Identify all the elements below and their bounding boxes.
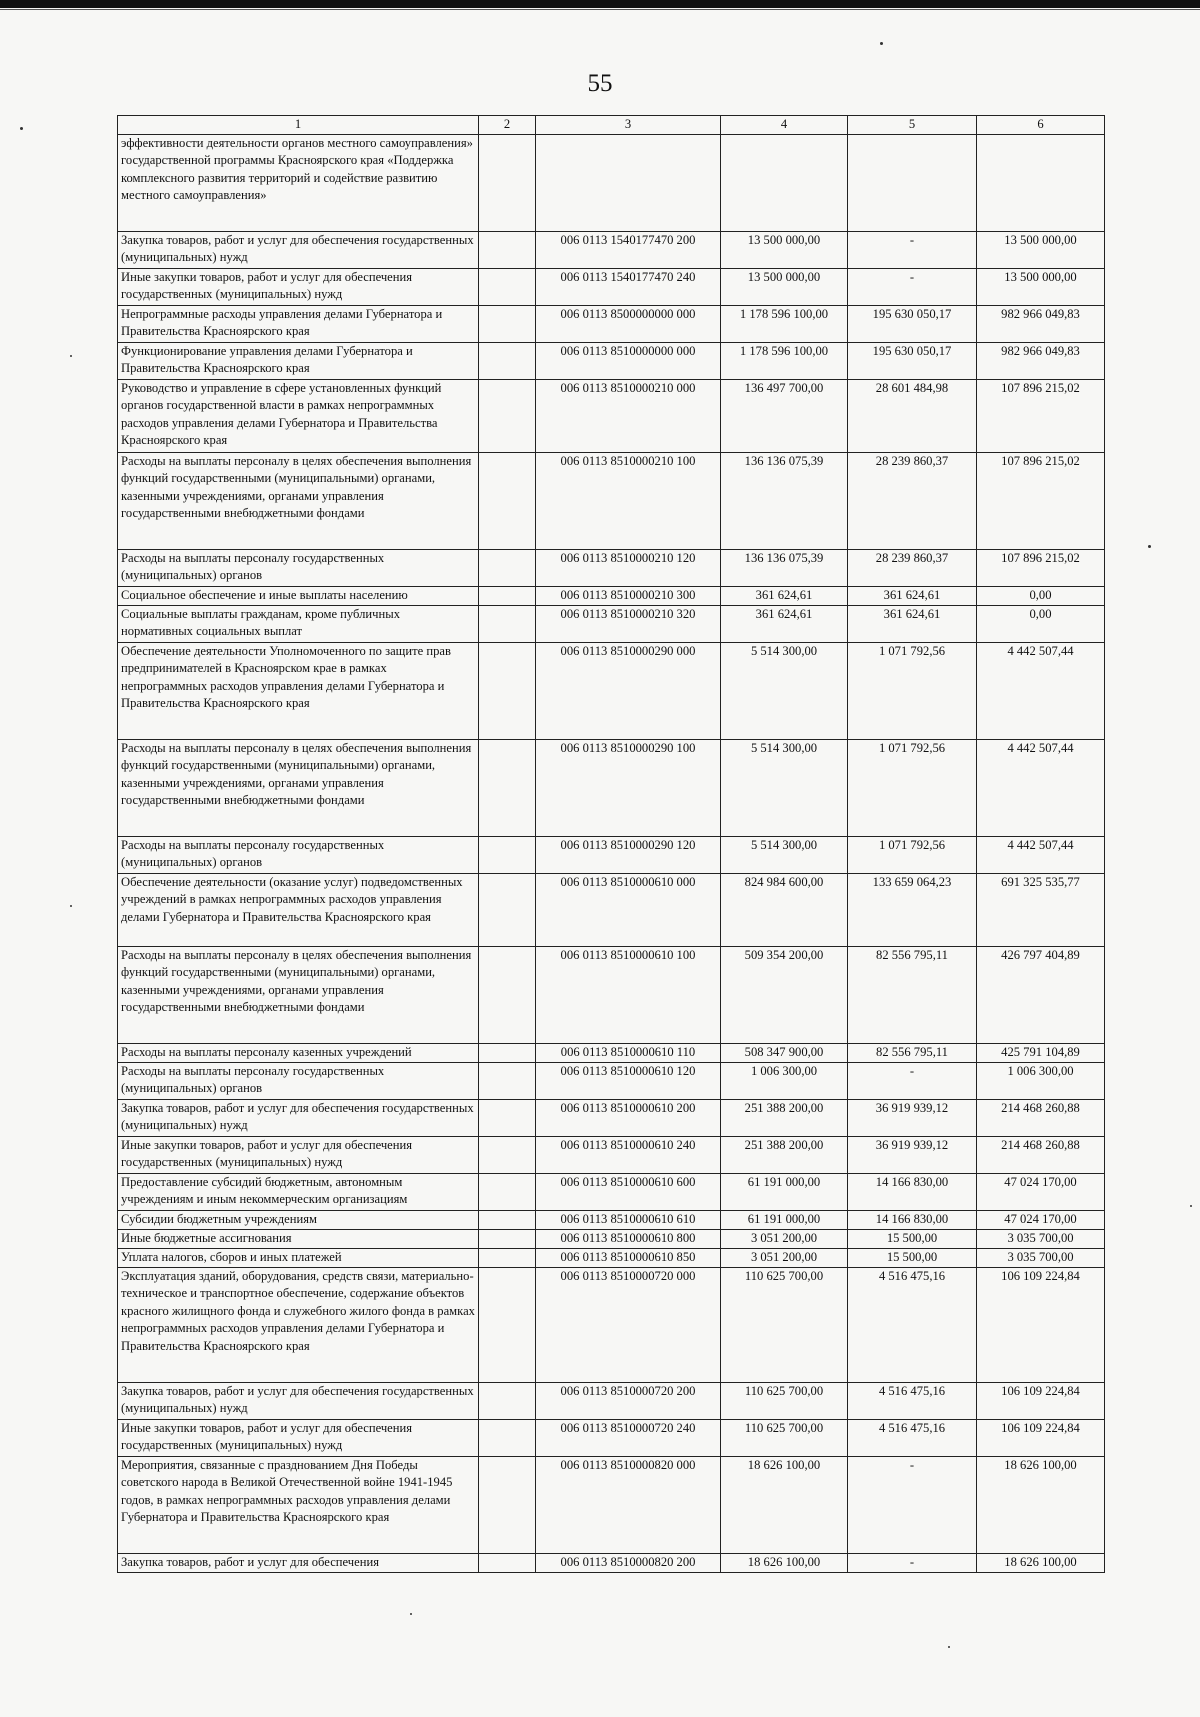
row-exec-cell: 195 630 050,17 (848, 342, 977, 379)
row-rest-cell: 107 896 215,02 (977, 452, 1105, 549)
row-code-cell: 006 0113 8510000290 100 (536, 739, 721, 836)
row-col2-cell (479, 1099, 536, 1136)
table-row (118, 231, 1105, 268)
row-name-cell: Иные бюджетные ассигнования (118, 1229, 479, 1248)
row-plan-cell: 361 624,61 (721, 586, 848, 605)
table-row (118, 1248, 1105, 1267)
row-plan-cell: 13 500 000,00 (721, 268, 848, 305)
row-exec-cell: 4 516 475,16 (848, 1419, 977, 1456)
row-plan-cell: 110 625 700,00 (721, 1267, 848, 1382)
row-exec-cell: - (848, 268, 977, 305)
row-code-cell: 006 0113 8510000610 000 (536, 873, 721, 946)
row-code-cell: 006 0113 8510000290 120 (536, 836, 721, 873)
row-rest-cell: 0,00 (977, 586, 1105, 605)
row-rest-cell: 3 035 700,00 (977, 1229, 1105, 1248)
row-name-cell: Обеспечение деятельности (оказание услуг) подведомственных учреждений в рамках непрограммных расходов управления делами Губернатора и Правительства Красноярского края (118, 873, 479, 946)
row-code-cell: 006 0113 8510000210 000 (536, 379, 721, 452)
row-col2-cell (479, 305, 536, 342)
table-row (118, 605, 1105, 642)
row-name-cell: Непрограммные расходы управления делами Губернатора и Правительства Красноярского края (118, 305, 479, 342)
table-row (118, 1456, 1105, 1553)
row-plan-cell: 61 191 000,00 (721, 1210, 848, 1229)
row-code-cell: 006 0113 8510000610 610 (536, 1210, 721, 1229)
row-code-cell: 006 0113 8510000610 240 (536, 1136, 721, 1173)
row-exec-cell: 14 166 830,00 (848, 1173, 977, 1210)
row-exec-cell: 82 556 795,11 (848, 1043, 977, 1062)
row-exec-cell: 4 516 475,16 (848, 1267, 977, 1382)
scan-speck (70, 905, 72, 907)
row-col2-cell (479, 342, 536, 379)
page-number: 55 (587, 70, 613, 97)
row-rest-cell: 18 626 100,00 (977, 1456, 1105, 1553)
row-name-cell: Расходы на выплаты персоналу государственных (муниципальных) органов (118, 836, 479, 873)
row-rest-cell: 1 006 300,00 (977, 1062, 1105, 1099)
row-code-cell: 006 0113 8510000820 000 (536, 1456, 721, 1553)
row-plan-cell: 136 497 700,00 (721, 379, 848, 452)
row-name-cell: Субсидии бюджетным учреждениям (118, 1210, 479, 1229)
row-col2-cell (479, 1043, 536, 1062)
row-plan-cell: 61 191 000,00 (721, 1173, 848, 1210)
scan-speck (20, 127, 23, 130)
budget-table (117, 115, 1105, 1573)
row-exec-cell: 361 624,61 (848, 586, 977, 605)
row-code-cell: 006 0113 8510000210 300 (536, 586, 721, 605)
row-col2-cell (479, 605, 536, 642)
scan-top-border-thin (0, 9, 1200, 10)
row-rest-cell: 107 896 215,02 (977, 379, 1105, 452)
table-body (118, 134, 1105, 1572)
row-name-cell: Функционирование управления делами Губернатора и Правительства Красноярского края (118, 342, 479, 379)
row-exec-cell: - (848, 231, 977, 268)
row-name-cell: Расходы на выплаты персоналу в целях обеспечения выполнения функций государственными (муниципальными) органами, казенными учреждениями, органами управления государственными внебюджетными фондами (118, 739, 479, 836)
table-row (118, 1229, 1105, 1248)
row-rest-cell: 107 896 215,02 (977, 549, 1105, 586)
scan-speck (410, 1613, 412, 1615)
table-row (118, 305, 1105, 342)
row-rest-cell: 106 109 224,84 (977, 1419, 1105, 1456)
table-row (118, 642, 1105, 739)
table-row (118, 1099, 1105, 1136)
table-row (118, 1210, 1105, 1229)
header-col-6: 6 (977, 116, 1105, 135)
row-col2-cell (479, 134, 536, 231)
row-name-cell: Расходы на выплаты персоналу в целях обеспечения выполнения функций государственными (муниципальными) органами, казенными учреждениями, органами управления государственными внебюджетными фондами (118, 452, 479, 549)
row-exec-cell: 15 500,00 (848, 1248, 977, 1267)
table-row (118, 836, 1105, 873)
row-name-cell: Предоставление субсидий бюджетным, автономным учреждениям и иным некоммерческим организациям (118, 1173, 479, 1210)
row-plan-cell: 1 178 596 100,00 (721, 305, 848, 342)
row-code-cell: 006 0113 8510000720 200 (536, 1382, 721, 1419)
row-rest-cell: 4 442 507,44 (977, 836, 1105, 873)
row-exec-cell: 361 624,61 (848, 605, 977, 642)
scan-speck (1148, 545, 1151, 548)
row-exec-cell: - (848, 1456, 977, 1553)
table-row (118, 268, 1105, 305)
row-plan-cell: 5 514 300,00 (721, 739, 848, 836)
row-exec-cell: 36 919 939,12 (848, 1136, 977, 1173)
row-exec-cell: 1 071 792,56 (848, 642, 977, 739)
row-code-cell: 006 0113 8510000210 100 (536, 452, 721, 549)
table-row (118, 134, 1105, 231)
row-col2-cell (479, 268, 536, 305)
row-code-cell: 006 0113 8510000210 120 (536, 549, 721, 586)
row-col2-cell (479, 1456, 536, 1553)
scan-speck (70, 355, 72, 357)
row-rest-cell: 425 791 104,89 (977, 1043, 1105, 1062)
row-plan-cell: 18 626 100,00 (721, 1553, 848, 1572)
row-rest-cell: 982 966 049,83 (977, 305, 1105, 342)
row-name-cell: Иные закупки товаров, работ и услуг для обеспечения государственных (муниципальных) нужд (118, 1419, 479, 1456)
table-row (118, 739, 1105, 836)
row-rest-cell: 13 500 000,00 (977, 268, 1105, 305)
row-col2-cell (479, 231, 536, 268)
row-exec-cell: 36 919 939,12 (848, 1099, 977, 1136)
row-rest-cell: 982 966 049,83 (977, 342, 1105, 379)
table-row (118, 1173, 1105, 1210)
header-col-3: 3 (536, 116, 721, 135)
row-col2-cell (479, 549, 536, 586)
row-name-cell: Уплата налогов, сборов и иных платежей (118, 1248, 479, 1267)
row-plan-cell: 824 984 600,00 (721, 873, 848, 946)
row-code-cell: 006 0113 8510000610 120 (536, 1062, 721, 1099)
scan-speck (948, 1646, 950, 1648)
scan-top-border (0, 0, 1200, 8)
row-exec-cell: 28 239 860,37 (848, 452, 977, 549)
table-row (118, 1043, 1105, 1062)
row-plan-cell: 1 006 300,00 (721, 1062, 848, 1099)
row-col2-cell (479, 1173, 536, 1210)
row-col2-cell (479, 739, 536, 836)
row-rest-cell: 47 024 170,00 (977, 1210, 1105, 1229)
row-col2-cell (479, 1553, 536, 1572)
row-name-cell: Руководство и управление в сфере установленных функций органов государственной власти в рамках непрограммных расходов управления делами Губернатора и Правительства Красноярского края (118, 379, 479, 452)
row-plan-cell: 5 514 300,00 (721, 836, 848, 873)
scan-speck (880, 42, 883, 45)
table-row (118, 586, 1105, 605)
table-row (118, 1062, 1105, 1099)
table-row (118, 873, 1105, 946)
header-row (118, 116, 1105, 135)
row-plan-cell: 3 051 200,00 (721, 1248, 848, 1267)
row-plan-cell: 251 388 200,00 (721, 1099, 848, 1136)
row-exec-cell: 1 071 792,56 (848, 739, 977, 836)
row-code-cell: 006 0113 8510000000 000 (536, 342, 721, 379)
row-rest-cell: 47 024 170,00 (977, 1173, 1105, 1210)
row-exec-cell: 1 071 792,56 (848, 836, 977, 873)
row-rest-cell: 691 325 535,77 (977, 873, 1105, 946)
row-name-cell: Расходы на выплаты персоналу государственных (муниципальных) органов (118, 549, 479, 586)
row-plan-cell: 136 136 075,39 (721, 549, 848, 586)
row-code-cell: 006 0113 8510000610 200 (536, 1099, 721, 1136)
row-plan-cell: 110 625 700,00 (721, 1419, 848, 1456)
row-name-cell: Расходы на выплаты персоналу государственных (муниципальных) органов (118, 1062, 479, 1099)
row-plan-cell: 508 347 900,00 (721, 1043, 848, 1062)
row-plan-cell: 3 051 200,00 (721, 1229, 848, 1248)
row-code-cell: 006 0113 1540177470 240 (536, 268, 721, 305)
row-plan-cell: 110 625 700,00 (721, 1382, 848, 1419)
row-code-cell: 006 0113 8510000610 800 (536, 1229, 721, 1248)
row-code-cell: 006 0113 8510000610 100 (536, 946, 721, 1043)
row-code-cell: 006 0113 8510000720 000 (536, 1267, 721, 1382)
table-row (118, 1553, 1105, 1572)
row-rest-cell: 13 500 000,00 (977, 231, 1105, 268)
row-name-cell: Закупка товаров, работ и услуг для обеспечения государственных (муниципальных) нужд (118, 231, 479, 268)
row-col2-cell (479, 452, 536, 549)
row-name-cell: Социальные выплаты гражданам, кроме публичных нормативных социальных выплат (118, 605, 479, 642)
row-name-cell: Закупка товаров, работ и услуг для обеспечения государственных (муниципальных) нужд (118, 1099, 479, 1136)
row-col2-cell (479, 1267, 536, 1382)
row-col2-cell (479, 1136, 536, 1173)
row-rest-cell: 0,00 (977, 605, 1105, 642)
row-col2-cell (479, 836, 536, 873)
header-col-4: 4 (721, 116, 848, 135)
row-col2-cell (479, 1382, 536, 1419)
row-name-cell: Эксплуатация зданий, оборудования, средств связи, материально-техническое и транспортное обеспечение, содержание объектов красного жилищного фонда и служебного жилого фонда в рамках непрограммных расходов управления делами Губернатора и Правительства Красноярского края (118, 1267, 479, 1382)
row-code-cell: 006 0113 8510000610 600 (536, 1173, 721, 1210)
table-row (118, 1382, 1105, 1419)
row-name-cell: Иные закупки товаров, работ и услуг для обеспечения государственных (муниципальных) нужд (118, 1136, 479, 1173)
table-row (118, 342, 1105, 379)
row-exec-cell: 14 166 830,00 (848, 1210, 977, 1229)
row-name-cell: Расходы на выплаты персоналу в целях обеспечения выполнения функций государственными (муниципальными) органами, казенными учреждениями, органами управления государственными внебюджетными фондами (118, 946, 479, 1043)
row-col2-cell (479, 946, 536, 1043)
row-name-cell: Расходы на выплаты персоналу казенных учреждений (118, 1043, 479, 1062)
row-rest-cell: 4 442 507,44 (977, 739, 1105, 836)
row-name-cell: эффективности деятельности органов местного самоуправления» государственной программы Красноярского края «Поддержка комплексного развития территорий и содействие развитию местного самоуправления» (118, 134, 479, 231)
row-plan-cell: 361 624,61 (721, 605, 848, 642)
row-name-cell: Закупка товаров, работ и услуг для обеспечения государственных (муниципальных) нужд (118, 1382, 479, 1419)
row-plan-cell: 1 178 596 100,00 (721, 342, 848, 379)
row-exec-cell: 195 630 050,17 (848, 305, 977, 342)
row-exec-cell: 28 239 860,37 (848, 549, 977, 586)
row-name-cell: Обеспечение деятельности Уполномоченного по защите прав предпринимателей в Красноярском крае в рамках непрограммных расходов управления делами Губернатора и Правительства Красноярского края (118, 642, 479, 739)
row-name-cell: Социальное обеспечение и иные выплаты населению (118, 586, 479, 605)
header-col-5: 5 (848, 116, 977, 135)
table-row (118, 452, 1105, 549)
row-code-cell: 006 0113 8510000820 200 (536, 1553, 721, 1572)
row-col2-cell (479, 1229, 536, 1248)
row-code-cell (536, 134, 721, 231)
row-rest-cell: 214 468 260,88 (977, 1136, 1105, 1173)
row-plan-cell: 251 388 200,00 (721, 1136, 848, 1173)
row-code-cell: 006 0113 8510000210 320 (536, 605, 721, 642)
row-plan-cell (721, 134, 848, 231)
row-code-cell: 006 0113 8510000720 240 (536, 1419, 721, 1456)
table-row (118, 946, 1105, 1043)
row-exec-cell (848, 134, 977, 231)
row-plan-cell: 509 354 200,00 (721, 946, 848, 1043)
table-row (118, 1419, 1105, 1456)
header-col-1: 1 (118, 116, 479, 135)
row-exec-cell: - (848, 1553, 977, 1572)
row-rest-cell: 214 468 260,88 (977, 1099, 1105, 1136)
row-plan-cell: 136 136 075,39 (721, 452, 848, 549)
row-code-cell: 006 0113 8510000290 000 (536, 642, 721, 739)
table-row (118, 1267, 1105, 1382)
table-row (118, 1136, 1105, 1173)
row-code-cell: 006 0113 8510000610 110 (536, 1043, 721, 1062)
row-rest-cell: 426 797 404,89 (977, 946, 1105, 1043)
row-code-cell: 006 0113 8500000000 000 (536, 305, 721, 342)
table-row (118, 549, 1105, 586)
row-rest-cell: 3 035 700,00 (977, 1248, 1105, 1267)
row-plan-cell: 18 626 100,00 (721, 1456, 848, 1553)
table-row (118, 379, 1105, 452)
row-rest-cell: 106 109 224,84 (977, 1267, 1105, 1382)
row-exec-cell: 15 500,00 (848, 1229, 977, 1248)
row-code-cell: 006 0113 1540177470 200 (536, 231, 721, 268)
header-col-2: 2 (479, 116, 536, 135)
row-rest-cell: 18 626 100,00 (977, 1553, 1105, 1572)
row-col2-cell (479, 1419, 536, 1456)
row-exec-cell: 82 556 795,11 (848, 946, 977, 1043)
row-rest-cell: 4 442 507,44 (977, 642, 1105, 739)
row-col2-cell (479, 1210, 536, 1229)
row-col2-cell (479, 873, 536, 946)
row-col2-cell (479, 379, 536, 452)
row-exec-cell: 133 659 064,23 (848, 873, 977, 946)
row-plan-cell: 13 500 000,00 (721, 231, 848, 268)
row-exec-cell: 4 516 475,16 (848, 1382, 977, 1419)
row-name-cell: Иные закупки товаров, работ и услуг для обеспечения государственных (муниципальных) нужд (118, 268, 479, 305)
row-col2-cell (479, 642, 536, 739)
row-rest-cell (977, 134, 1105, 231)
row-exec-cell: 28 601 484,98 (848, 379, 977, 452)
row-code-cell: 006 0113 8510000610 850 (536, 1248, 721, 1267)
row-name-cell: Мероприятия, связанные с празднованием Дня Победы советского народа в Великой Отечественной войне 1941-1945 годов, в рамках непрограммных расходов управления делами Губернатора и Правительства Красноярского края (118, 1456, 479, 1553)
row-exec-cell: - (848, 1062, 977, 1099)
scan-speck (1190, 1205, 1192, 1207)
row-col2-cell (479, 1248, 536, 1267)
row-col2-cell (479, 586, 536, 605)
row-col2-cell (479, 1062, 536, 1099)
row-name-cell: Закупка товаров, работ и услуг для обеспечения (118, 1553, 479, 1572)
row-rest-cell: 106 109 224,84 (977, 1382, 1105, 1419)
row-plan-cell: 5 514 300,00 (721, 642, 848, 739)
